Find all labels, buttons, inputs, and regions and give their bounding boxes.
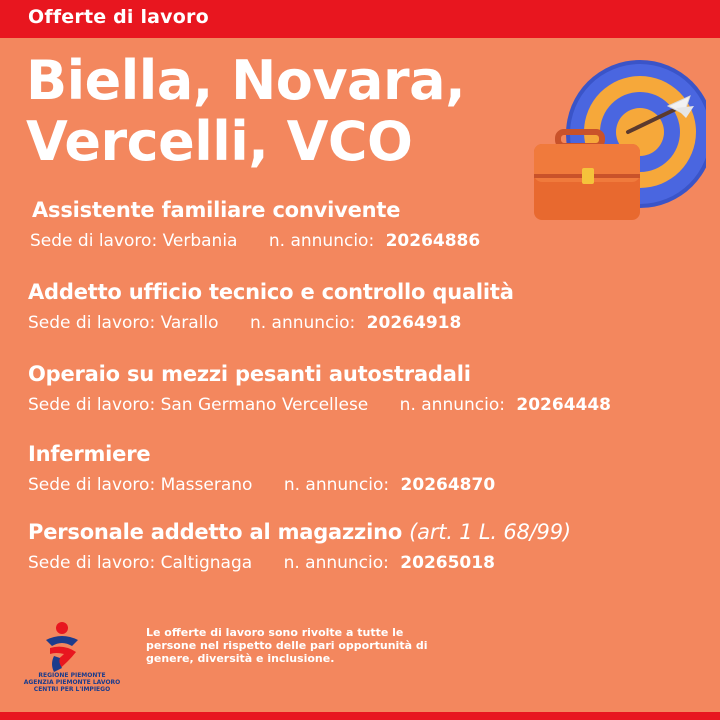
job-title: Infermiere — [28, 442, 151, 466]
location-label: Sede di lavoro: — [28, 553, 156, 573]
location-label: Sede di lavoro: — [28, 475, 156, 495]
job-listing[interactable] — [28, 198, 708, 251]
header-label: Offerte di lavoro — [28, 6, 209, 28]
location-title — [26, 50, 496, 172]
number-label: n. annuncio: — [249, 313, 356, 333]
job-listing[interactable] — [28, 362, 708, 415]
job-number: 20264870 — [400, 475, 496, 495]
job-title: Assistente familiare convivente — [32, 198, 401, 222]
job-listing[interactable] — [28, 280, 708, 333]
job-location: San Germano Vercellese — [160, 395, 369, 415]
logo-line-agency: AGENZIA PIEMONTE LAVORO — [23, 679, 121, 686]
job-number: 20265018 — [400, 553, 495, 573]
job-location: Masserano — [160, 475, 253, 495]
job-note: (art. 1 L. 68/99) — [409, 520, 571, 544]
disclaimer-text: Le offerte di lavoro sono rivolte a tutte le persone nel rispetto delle pari opportunità di genere, diversità e inclusione. — [146, 626, 428, 665]
location-title-line2: Vercelli, VCO — [26, 110, 413, 173]
number-label: n. annuncio: — [399, 395, 505, 415]
job-listing[interactable] — [28, 520, 708, 573]
job-location: Verbania — [162, 231, 238, 251]
number-label: n. annuncio: — [283, 475, 390, 495]
job-number: 20264448 — [516, 395, 612, 415]
person-logo-icon — [46, 622, 78, 672]
job-title: Operaio su mezzi pesanti autostradali — [28, 362, 471, 386]
location-label: Sede di lavoro: — [28, 313, 156, 333]
job-number: 20264918 — [366, 313, 462, 333]
job-location: Varallo — [160, 313, 219, 333]
logo-line-region: REGIONE PIEMONTE — [38, 672, 106, 679]
job-location: Caltignaga — [160, 553, 253, 573]
location-label: Sede di lavoro: — [30, 231, 158, 251]
job-title: Personale addetto al magazzino — [28, 520, 403, 544]
job-number: 20264886 — [385, 231, 481, 251]
header-bar — [0, 0, 720, 38]
job-title: Addetto ufficio tecnico e controllo qualità — [28, 280, 514, 304]
number-label: n. annuncio: — [283, 553, 389, 573]
logo-caption — [20, 672, 124, 693]
location-label: Sede di lavoro: — [28, 395, 156, 415]
number-label: n. annuncio: — [268, 231, 375, 251]
footer-bar — [0, 712, 720, 720]
location-title-line1: Biella, Novara, — [26, 49, 466, 112]
job-listing[interactable] — [28, 442, 708, 495]
logo-line-centers: CENTRI PER L'IMPIEGO — [33, 686, 111, 693]
